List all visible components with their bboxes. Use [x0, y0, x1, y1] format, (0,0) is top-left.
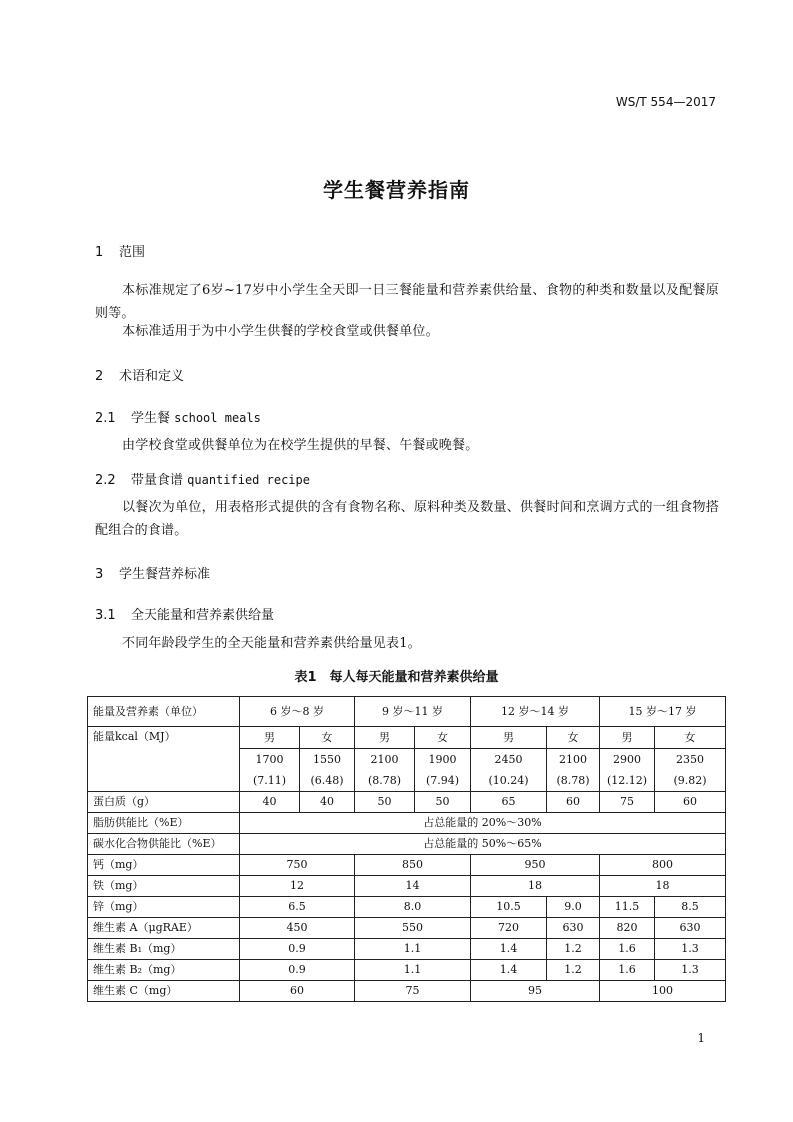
table-row-zinc	[88, 897, 726, 918]
table-row-sex	[88, 727, 726, 749]
section-number: 2.1	[95, 411, 116, 426]
value-cell: 6.5	[240, 897, 355, 918]
value-cell: 50	[415, 792, 471, 813]
section-number: 1	[95, 245, 104, 260]
value-cell: 占总能量的 50%～65%	[240, 834, 726, 855]
value-cell: 630	[655, 918, 726, 939]
page-number: 1	[697, 1031, 705, 1045]
table-row-vitc	[88, 981, 726, 1002]
section-title: 带量食谱	[131, 473, 184, 488]
age-group-header: 9 岁～11 岁	[355, 697, 471, 727]
table-row-iron	[88, 876, 726, 897]
document-title: 学生餐营养指南	[323, 178, 470, 202]
row-label: 碳水化合物供能比（%E）	[88, 834, 240, 855]
section-2-2-paragraph: 以餐次为单位，用表格形式提供的含有食物名称、原料种类及数量、供餐时间和烹调方式的一组食物搭配组合的食谱。	[95, 500, 719, 538]
value-cell: 950	[471, 855, 600, 876]
energy-mj-cell: (12.12)	[600, 770, 655, 792]
table-row-vitb1	[88, 939, 726, 960]
table-caption: 表1 每人每天能量和营养素供给量	[294, 670, 499, 685]
section-1-heading	[95, 241, 145, 260]
section-title-english: quantified recipe	[187, 473, 310, 487]
section-3-heading	[95, 563, 210, 582]
value-cell: 75	[600, 792, 655, 813]
section-2-heading	[95, 365, 184, 384]
value-cell: 1.6	[600, 939, 655, 960]
energy-kcal-cell: 1550	[300, 749, 355, 771]
value-cell: 1.3	[655, 939, 726, 960]
row-label: 脂肪供能比（%E）	[88, 813, 240, 834]
value-cell: 40	[240, 792, 300, 813]
energy-kcal-cell: 2100	[547, 749, 600, 771]
value-cell: 0.9	[240, 960, 355, 981]
value-cell: 100	[600, 981, 726, 1002]
energy-kcal-cell: 2900	[600, 749, 655, 771]
sex-cell: 男	[240, 727, 300, 749]
value-cell: 450	[240, 918, 355, 939]
table-row-fat	[88, 813, 726, 834]
value-cell: 800	[600, 855, 726, 876]
value-cell: 1.4	[471, 960, 547, 981]
energy-kcal-cell: 1700	[240, 749, 300, 771]
sex-cell: 男	[355, 727, 415, 749]
energy-kcal-cell: 2100	[355, 749, 415, 771]
value-cell: 11.5	[600, 897, 655, 918]
section-2-2-heading	[95, 469, 310, 488]
value-cell: 8.5	[655, 897, 726, 918]
sex-cell: 女	[300, 727, 355, 749]
section-1-paragraph-1: 本标准规定了6岁~17岁中小学生全天即一日三餐能量和营养素供给量、食物的种类和数量以及配餐原则等。	[95, 283, 719, 321]
section-number: 3.1	[95, 608, 116, 623]
value-cell: 65	[471, 792, 547, 813]
value-cell: 75	[355, 981, 471, 1002]
energy-kcal-cell: 2450	[471, 749, 547, 771]
sex-cell: 男	[471, 727, 547, 749]
sex-cell: 男	[600, 727, 655, 749]
row-label: 锌（mg）	[88, 897, 240, 918]
value-cell: 1.2	[547, 960, 600, 981]
value-cell: 占总能量的 20%～30%	[240, 813, 726, 834]
section-number: 2	[95, 369, 104, 384]
value-cell: 9.0	[547, 897, 600, 918]
section-title: 学生餐营养标准	[119, 567, 211, 582]
table-header-row	[88, 697, 726, 727]
section-3-1-paragraph: 不同年龄段学生的全天能量和营养素供给量见表1。	[122, 636, 421, 651]
value-cell: 14	[355, 876, 471, 897]
section-number: 2.2	[95, 473, 116, 488]
value-cell: 18	[471, 876, 600, 897]
value-cell: 10.5	[471, 897, 547, 918]
value-cell: 0.9	[240, 939, 355, 960]
sex-cell: 女	[547, 727, 600, 749]
value-cell: 820	[600, 918, 655, 939]
row-label: 维生素 B₂（mg）	[88, 960, 240, 981]
value-cell: 1.1	[355, 960, 471, 981]
energy-label: 能量kcal（MJ）	[88, 727, 240, 792]
energy-mj-cell: (7.94)	[415, 770, 471, 792]
section-title: 术语和定义	[119, 369, 185, 384]
sex-cell: 女	[655, 727, 726, 749]
value-cell: 630	[547, 918, 600, 939]
section-2-1-paragraph: 由学校食堂或供餐单位为在校学生提供的早餐、午餐或晚餐。	[122, 438, 479, 453]
value-cell: 60	[655, 792, 726, 813]
table-row-vitb2	[88, 960, 726, 981]
age-group-header: 15 岁～17 岁	[600, 697, 726, 727]
energy-kcal-cell: 1900	[415, 749, 471, 771]
section-2-1-heading	[95, 407, 261, 426]
row-label: 蛋白质（g）	[88, 792, 240, 813]
energy-mj-cell: (6.48)	[300, 770, 355, 792]
value-cell: 1.4	[471, 939, 547, 960]
value-cell: 1.6	[600, 960, 655, 981]
value-cell: 40	[300, 792, 355, 813]
standard-code: WS/T 554—2017	[615, 95, 716, 109]
table-row-calcium	[88, 855, 726, 876]
value-cell: 95	[471, 981, 600, 1002]
section-title: 全天能量和营养素供给量	[131, 608, 275, 623]
energy-mj-cell: (10.24)	[471, 770, 547, 792]
value-cell: 1.1	[355, 939, 471, 960]
value-cell: 18	[600, 876, 726, 897]
value-cell: 50	[355, 792, 415, 813]
row-label: 维生素 B₁（mg）	[88, 939, 240, 960]
energy-kcal-cell: 2350	[655, 749, 726, 771]
value-cell: 750	[240, 855, 355, 876]
section-number: 3	[95, 567, 104, 582]
row-label: 铁（mg）	[88, 876, 240, 897]
energy-mj-cell: (9.82)	[655, 770, 726, 792]
row-label: 钙（mg）	[88, 855, 240, 876]
value-cell: 12	[240, 876, 355, 897]
value-cell: 1.3	[655, 960, 726, 981]
table-row-carb	[88, 834, 726, 855]
energy-mj-cell: (8.78)	[355, 770, 415, 792]
value-cell: 720	[471, 918, 547, 939]
value-cell: 850	[355, 855, 471, 876]
value-cell: 60	[547, 792, 600, 813]
value-cell: 1.2	[547, 939, 600, 960]
section-title-english: school meals	[174, 411, 261, 425]
table-row-vita	[88, 918, 726, 939]
table-row-protein	[88, 792, 726, 813]
nutrition-table	[87, 696, 726, 1002]
section-title: 范围	[119, 245, 146, 260]
row-label: 维生素 A（μgRAE）	[88, 918, 240, 939]
age-group-header: 12 岁～14 岁	[471, 697, 600, 727]
section-1-paragraph-2: 本标准适用于为中小学生供餐的学校食堂或供餐单位。	[122, 324, 439, 339]
sex-cell: 女	[415, 727, 471, 749]
energy-mj-cell: (7.11)	[240, 770, 300, 792]
value-cell: 8.0	[355, 897, 471, 918]
section-3-1-heading	[95, 604, 274, 623]
energy-mj-cell: (8.78)	[547, 770, 600, 792]
value-cell: 60	[240, 981, 355, 1002]
header-label: 能量及营养素（单位）	[88, 697, 240, 727]
row-label: 维生素 C（mg）	[88, 981, 240, 1002]
age-group-header: 6 岁～8 岁	[240, 697, 355, 727]
section-title: 学生餐	[131, 411, 171, 426]
value-cell: 550	[355, 918, 471, 939]
